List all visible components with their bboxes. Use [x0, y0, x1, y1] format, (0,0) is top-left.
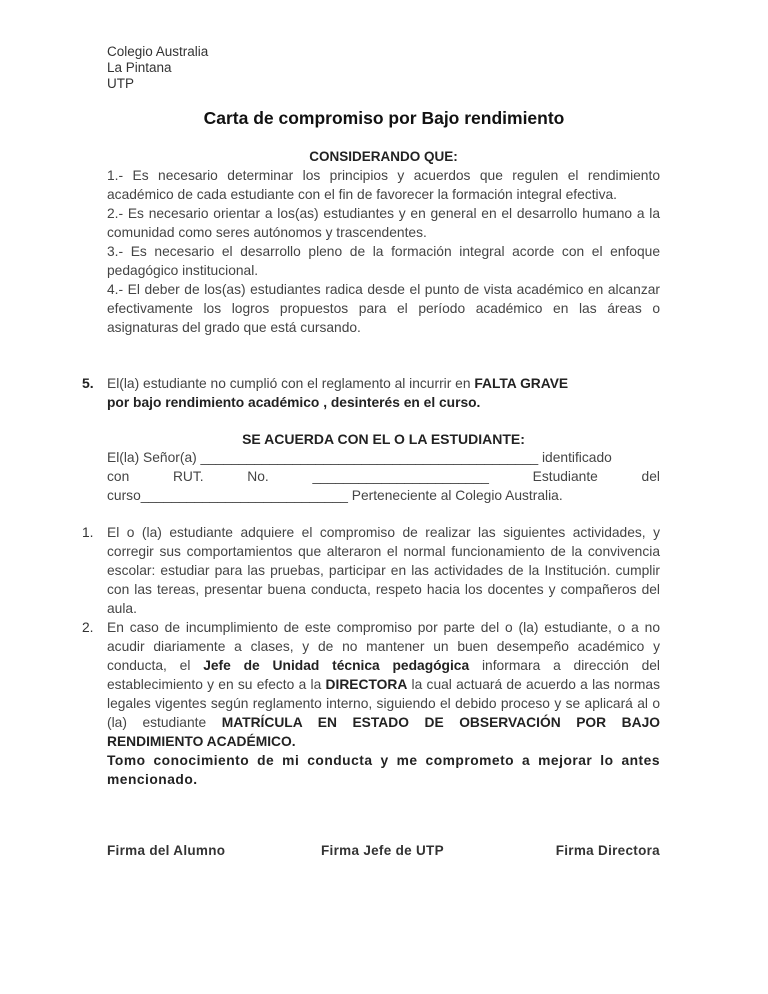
directora-label: DIRECTORA — [325, 677, 408, 692]
commitment-2-text — [107, 618, 660, 789]
point-5-number: 5. — [82, 375, 94, 391]
student-name-line: El(la) Señor(a) ____________________________________________ identificado — [107, 450, 612, 465]
commitment-2-number: 2. — [82, 620, 94, 635]
commitment-1-number: 1. — [82, 525, 94, 540]
commitment-2-part-b: informara a dirección del establecimiento y en su efecto a la — [107, 658, 660, 692]
student-signature-label: Firma del Alumno — [107, 843, 226, 858]
commitment-2-part-c: la cual actuará de acuerdo a las normas legales vigentes según reglamento interno, siguiendo el debido proceso y se aplicará al o (la) estudiante — [107, 677, 660, 730]
considerando-item-1: 1.- Es necesario determinar los principios y acuerdos que regulen el rendimiento académico de cada estudiante con el fin de favorecer la formación integral efectiva. — [107, 168, 660, 202]
point-5-text — [107, 374, 660, 412]
del-word: del — [641, 469, 660, 484]
course-line: curso___________________________ Perteneciente al Colegio Australia. — [107, 488, 563, 503]
considerando-heading: CONSIDERANDO QUE: — [309, 149, 458, 164]
point-5-reason: por bajo rendimiento académico , desinterés en el curso. — [107, 395, 481, 410]
rut-no-label: No. — [247, 469, 269, 484]
rut-label: RUT. — [172, 469, 204, 484]
director-signature-label: Firma Directora — [555, 843, 660, 858]
considerando-item-4: 4.- El deber de los(as) estudiantes radica desde el punto de vista académico en alcanzar efectivamente los logros propuestos para el período académico en las áreas o asignaturas del grado que está cursando. — [107, 282, 660, 335]
matricula-observacion-label: MATRÍCULA EN ESTADO DE OBSERVACIÓN POR BAJO RENDIMIENTO ACADÉMICO. — [107, 715, 660, 749]
point-5-text-regular: El(la) estudiante no cumplió con el reglamento al incurrir en — [107, 376, 475, 391]
closing-statement: Tomo conocimiento de mi conducta y me comprometo a mejorar lo antes mencionado. — [107, 753, 660, 787]
falta-grave-label: FALTA GRAVE — [474, 376, 569, 391]
estudiante-word: Estudiante — [532, 469, 598, 484]
commitment-2-part-a: En caso de incumplimiento de este compromiso por parte del o (la) estudiante, o a no acudir diariamente a clases, y de no mantener un buen desempeño académico y conducta, el — [107, 620, 660, 673]
acuerdo-fields — [107, 448, 660, 505]
rut-blank: _______________________ — [312, 469, 489, 484]
commune-name: La Pintana — [107, 60, 172, 75]
letterhead — [107, 44, 208, 92]
commitment-1-text: El o (la) estudiante adquiere el compromiso de realizar las siguientes actividades, y corregir sus comportamientos que alteraron el normal funcionamiento de la convivencia escolar: estudiar para las pruebas, participar en las actividades de la Institución. cumplir con las tereas, presentar buena conducta, respeto hacia los docentes y compañeros del aula. — [107, 525, 660, 616]
document-title: Carta de compromiso por Bajo rendimiento — [203, 108, 565, 128]
jefe-utp-label: Jefe de Unidad técnica pedagógica — [203, 658, 470, 673]
acuerdo-heading: SE ACUERDA CON EL O LA ESTUDIANTE: — [242, 431, 525, 447]
considerando-list — [107, 166, 660, 337]
rut-word-con: con — [107, 469, 130, 484]
rut-line — [107, 467, 660, 486]
unit-name: UTP — [107, 76, 134, 91]
school-name: Colegio Australia — [107, 44, 209, 59]
considerando-item-3: 3.- Es necesario el desarrollo pleno de la formación integral acorde con el enfoque pedagógico institucional. — [107, 244, 660, 278]
utp-signature-label: Firma Jefe de UTP — [321, 843, 444, 858]
considerando-item-2: 2.- Es necesario orientar a los(as) estudiantes y en general en el desarrollo humano a la comunidad como seres autónomos y trascendentes. — [107, 206, 660, 240]
